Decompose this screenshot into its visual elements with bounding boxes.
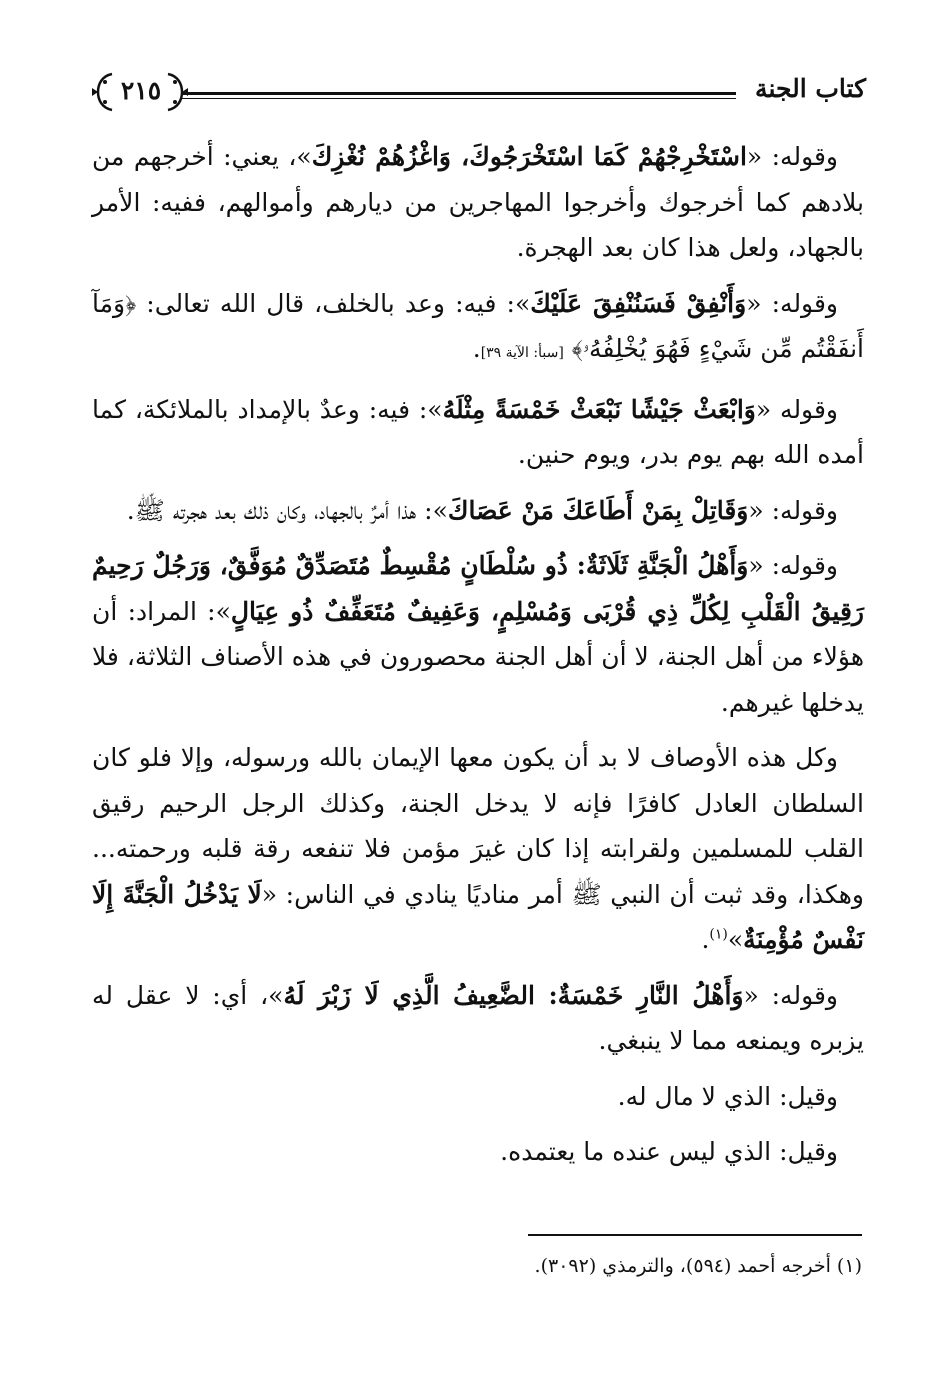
commentary-text: . (701, 925, 710, 954)
hadith-quote: لَا يَدْخُلُ الْجَنَّةَ إِلَا نَفْسٌ مُؤْمِنَةٌ (92, 879, 864, 954)
commentary-text: وقوله: « (746, 288, 838, 318)
commentary-text: »: هذا أمرٌ بالجهاد، وكان ذلك بعد هجرته ﷺ. (126, 495, 448, 525)
hadith-quote: وَأَهْلُ النَّارِ خَمْسَةٌ: الضَّعِيفُ الَّذِي لَا زَبْرَ لَهُ (283, 980, 744, 1010)
commentary-text: . (472, 334, 481, 363)
paragraph (92, 281, 864, 377)
chapter-title: كتاب الجنة (755, 74, 866, 103)
paragraph (92, 973, 864, 1064)
paragraph (92, 543, 864, 725)
paragraph (92, 387, 864, 478)
paragraph (92, 735, 864, 963)
paragraph (92, 1129, 864, 1175)
hadith-quote: اسْتَخْرِجْهُمْ كَمَا اسْتَخْرَجُوكَ، وَاغْزُهُمْ نُغْزِكَ (311, 142, 747, 171)
paragraph (92, 488, 864, 534)
hadith-quote: وَأَهْلُ الْجَنَّةِ ثَلَاثَةٌ: ذُو سُلْطَانٍ مُقْسِطٌ مُتَصَدِّقٌ مُوَفَّقٌ، وَرَجُلٌ رَحِيمٌ رَقِيقُ الْقَلْبِ لِكُلِّ ذِي قُرْبَى وَمُسْلِمٍ، وَعَفِيفٌ مُتَعَفِّفٌ ذُو عِيَالٍ (92, 551, 864, 626)
commentary-text: وقوله: « (748, 551, 838, 580)
commentary-text: وقوله: « (743, 980, 839, 1010)
commentary-text: » (727, 925, 744, 954)
page-number-ornament (90, 66, 190, 118)
body-text (92, 134, 864, 1175)
commentary-text: »: فيه: وعد بالخلف، قال الله تعالى: ﴿وَمَآ أَنفَقْتُم مِّن شَيْءٍ فَهُوَ يُخْلِفُهُۥ﴾ (92, 288, 864, 363)
hadith-quote: وَأَنْفِقْ فَسَنُنْفِقَ عَلَيْكَ (530, 288, 747, 318)
commentary-text: »، أي: لا عقل له يزبره ويمنعه مما لا ينبغي. (92, 980, 864, 1055)
commentary-text: وكل هذه الأوصاف لا بد أن يكون معها الإيمان بالله ورسوله، وإلا فلو كان السلطان العادل كافرًا فإنه لا يدخل الجنة، وكذلك الرجل الرحيم رقيق القلب للمسلمين ولقرابته إذا كان غيرَ مؤمن فلا تنفعه رقة قلبه ورحمته... وهكذا، وقد ثبت أن النبي ﷺ أمر مناديًا ينادي في الناس: « (92, 743, 864, 909)
commentary-text: وقيل: الذي ليس عنده ما يعتمده. (500, 1137, 838, 1166)
footnote-separator (528, 1234, 862, 1236)
paragraph (92, 1074, 864, 1120)
quran-reference: [سبأ: الآية ٣٩] (480, 345, 564, 361)
commentary-text: »: المراد: أن هؤلاء من أهل الجنة، لا أن أهل الجنة محصورون في هذه الأصناف الثلاثة، فلا يدخلها غيرهم. (92, 596, 864, 717)
hadith-quote: وَابْعَثْ جَيْشًا نَبْعَثْ خَمْسَةً مِثْلَهُ (442, 394, 756, 424)
commentary-text: وقوله: « (746, 142, 839, 171)
paragraph (92, 134, 864, 271)
hadith-quote: وَقَاتِلْ بِمَنْ أَطَاعَكَ مَنْ عَصَاكَ (447, 495, 749, 525)
commentary-text: وقيل: الذي لا مال له. (617, 1081, 838, 1111)
page-header (90, 66, 866, 118)
footnote: (١) أخرجه أحمد (٥٩٤)، والترمذي (٣٠٩٢). (534, 1255, 862, 1277)
commentary-text: »، يعني: أخرجهم من بلادهم كما أخرجوك وأخرجوا المهاجرين من ديارهم وأموالهم، ففيه: الأمر بالجهاد، ولعل هذا كان بعد الهجرة. (92, 142, 864, 262)
commentary-text: »: فيه: وعدٌ بالإمداد بالملائكة، كما أمده الله بهم يوم بدر، ويوم حنين. (92, 394, 864, 469)
header-rule (182, 92, 736, 99)
commentary-text: وقوله « (755, 394, 838, 424)
footnote-marker: (١) (709, 926, 728, 943)
commentary-text: وقوله: « (748, 495, 838, 525)
page-number: ٢١٥ (120, 76, 162, 105)
